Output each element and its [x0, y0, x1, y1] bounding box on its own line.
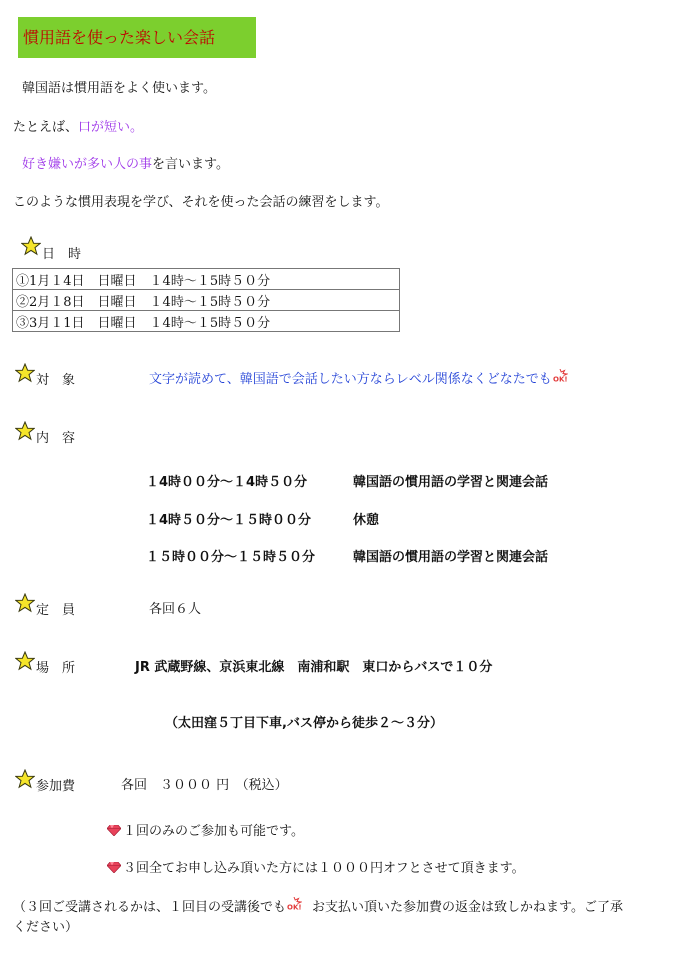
intro-line-3: [22, 153, 229, 172]
star-icon: [21, 236, 41, 256]
intro-example-meaning: 好き嫌いが多い人の事: [22, 157, 153, 172]
ok-badge-icon: [552, 369, 568, 382]
star-icon: [15, 421, 35, 441]
footer-line-2: ください）: [13, 920, 79, 935]
fee-text: 各回 ３０００ 円 （税込）: [121, 778, 288, 793]
table-row: [13, 311, 400, 332]
target-label: 対 象: [36, 373, 76, 388]
fee-label: 参加費: [36, 779, 76, 794]
content-time-3: １５時００分～１５時５０分: [146, 550, 316, 565]
gem-icon: [107, 862, 121, 873]
table-row: [13, 290, 400, 311]
star-icon: [15, 651, 35, 671]
intro-line-1: 韓国語は慣用語をよく使います。: [22, 81, 216, 96]
place-access: JR 武蔵野線、京浜東北線 南浦和駅 東口からバスで１０分: [135, 660, 493, 675]
footer-line-1: [13, 896, 623, 915]
content-desc-1: 韓国語の慣用語の学習と関連会話: [353, 475, 549, 490]
table-row: [13, 269, 400, 290]
target-text: [149, 368, 568, 387]
place-label: 場 所: [36, 661, 76, 676]
schedule-row-3: ③3月１1日 日曜日 １4時～１5時５０分: [13, 311, 400, 332]
content-time-2: １4時５０分～１５時００分: [146, 513, 312, 528]
content-desc-3: 韓国語の慣用語の学習と関連会話: [353, 550, 549, 565]
ok-badge-icon: [286, 897, 302, 910]
footer-part-1: （３回ご受講されるかは、１回目の受講後でも: [13, 900, 287, 915]
capacity-label: 定 員: [36, 603, 76, 618]
star-icon: [15, 363, 35, 383]
fee-note-1-text: １回のみのご参加も可能です。: [123, 824, 304, 839]
schedule-row-2: ②2月１8日 日曜日 １4時～１5時５０分: [13, 290, 400, 311]
place-walk: （太田窪５丁目下車,バス停から徒歩２～３分）: [165, 716, 443, 731]
content-label: 内 容: [36, 431, 76, 446]
content-desc-2: 休憩: [353, 513, 380, 528]
schedule-row-1: ①1月１4日 日曜日 １4時～１5時５０分: [13, 269, 400, 290]
content-time-1: １4時００分～１4時５０分: [146, 475, 308, 490]
fee-note-2-text: ３回全てお申し込み頂いた方には１０００円オフとさせて頂きます。: [123, 861, 525, 876]
intro-line-2: [13, 116, 143, 135]
fee-note-2: [107, 857, 525, 876]
capacity-text: 各回６人: [149, 602, 202, 617]
schedule-table: [12, 268, 400, 332]
star-icon: [15, 769, 35, 789]
target-description: 文字が読めて、韓国語で会話したい方ならレベル関係なくどなたでも: [149, 372, 552, 387]
intro-line-3-suffix: を言います。: [152, 157, 229, 172]
gem-icon: [107, 825, 121, 836]
footer-part-2: お支払い頂いた参加費の返金は致しかねます。ご了承: [312, 900, 623, 915]
intro-example-phrase: 口が短い。: [78, 120, 144, 135]
intro-line-2-prefix: たとえば、: [13, 120, 79, 135]
intro-line-4: このような慣用表現を学び、それを使った会話の練習をします。: [13, 195, 389, 210]
page-title: 慣用語を使った楽しい会話: [18, 17, 256, 58]
fee-note-1: [107, 820, 304, 839]
schedule-label: 日 時: [42, 247, 82, 262]
star-icon: [15, 593, 35, 613]
